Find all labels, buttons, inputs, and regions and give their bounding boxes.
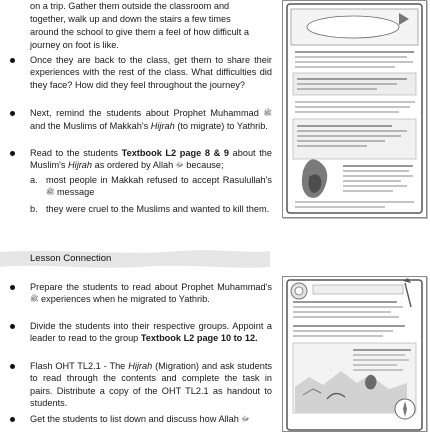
pbuh-glyph: ﷺ [30, 296, 39, 304]
bullet-icon [10, 285, 15, 290]
sub-marker: a. [30, 175, 38, 185]
textbook-reference: Textbook L2 page 8 & 9 [121, 148, 229, 158]
text-run: about the Muslim's [30, 148, 272, 171]
textbook-page-illustration [283, 1, 426, 217]
textbook-page-thumbnail-1 [282, 0, 427, 218]
bullet-icon [10, 364, 15, 369]
bullet-text [30, 320, 272, 345]
bullet-text [30, 360, 272, 409]
text-run: Divide the students into their respective groups. Appoint a leader to read to the group [30, 321, 272, 344]
text-run: (Migration) and ask students to read through the contents and complete the task in pairs. Distribute a copy of the OHT TL2.1 as handout to students. [30, 361, 272, 408]
textbook-reference: Textbook L2 page 10 to 12. [140, 333, 258, 344]
continued-line-4: journey on foot is like. [30, 40, 119, 50]
text-run: experiences when he migrated to Yathrib. [41, 294, 210, 305]
sub-marker: b. [30, 204, 38, 214]
text-run: Flash OHT TL2.1 - The [30, 361, 126, 371]
bullet-icon [10, 417, 15, 422]
bullet-text [30, 281, 272, 307]
text-run: message [57, 187, 95, 198]
swt-glyph: ﷻ [241, 416, 250, 423]
continued-line-3: around the school to give them a feel of how difficult a [30, 27, 249, 37]
bullet-text [30, 147, 272, 173]
textbook-page-thumbnail-2 [282, 276, 427, 432]
text-run: Next, remind the students about Prophet Muhammad [30, 108, 259, 118]
hijrah-term: Hijrah [68, 160, 93, 171]
text-run: and the Muslims of Makkah's [30, 121, 149, 132]
bullet-icon [10, 151, 15, 156]
bullet-text [30, 413, 272, 426]
continued-line-1: on a trip. Gather them outside the classroom and [30, 1, 230, 11]
bullet-icon [10, 111, 15, 116]
sub-text: they were cruel to the Muslims and wanted to kill them. [46, 204, 270, 214]
bullet-text [30, 107, 272, 133]
text-run: Get the students to list down and discuss how Allah [30, 414, 239, 424]
text-run: as ordered by Allah [94, 160, 174, 171]
bullet-icon [10, 58, 15, 63]
pbuh-glyph: ﷺ [46, 189, 55, 197]
text-run: (to migrate) to Yathrib. [177, 121, 268, 132]
bullet-icon [10, 324, 15, 329]
text-run: Prepare the students to read about Prophet Muhammad's [30, 282, 272, 292]
section-title: Lesson Connection [30, 253, 112, 264]
pbuh-glyph: ﷺ [263, 110, 272, 117]
hijrah-term: Hijrah [128, 361, 153, 371]
text-run: because; [186, 160, 224, 171]
bullet-text: Once they are back to the class, get them to share their experiences with the rest of the class. What difficulties did they face? How did they feel throughout the journey? [30, 55, 272, 90]
swt-glyph: ﷻ [175, 162, 184, 170]
hijrah-term: Hijrah [150, 121, 175, 132]
continued-line-2: together, walk up and down the stairs a few times [30, 14, 231, 24]
sub-text [46, 174, 272, 200]
textbook-page-illustration [283, 277, 426, 431]
text-run: Read to the students [30, 148, 119, 158]
text-run: most people in Makkah refused to accept Rasulullah's [46, 175, 272, 185]
